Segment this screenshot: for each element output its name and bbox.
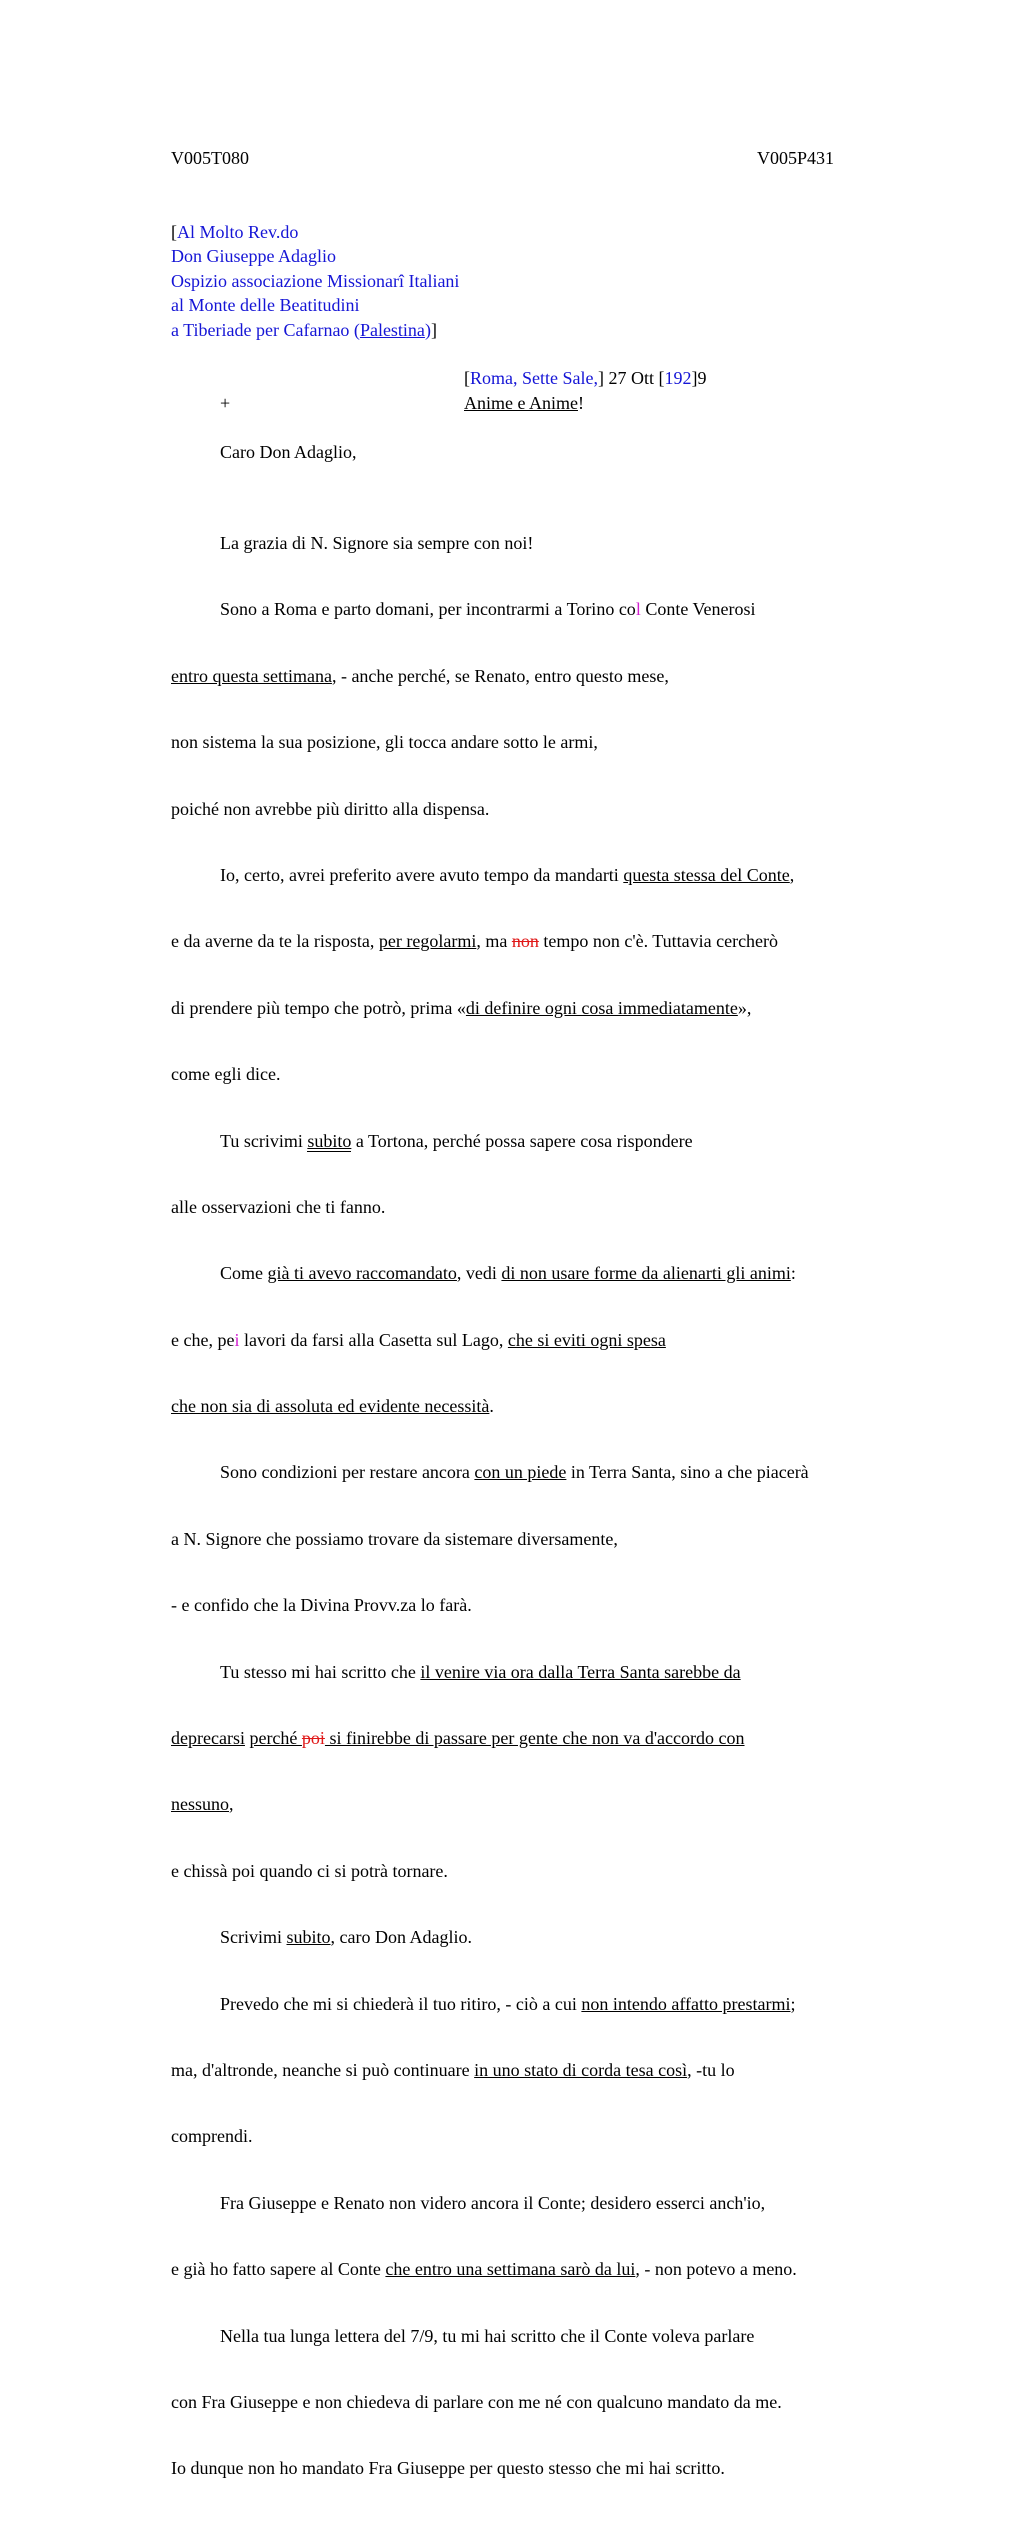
body-line: Scrivimi subito, caro Don Adaglio. <box>220 1927 472 1948</box>
body-line: poiché non avrebbe più diritto alla dispensa. <box>171 798 490 819</box>
body-line: di prendere più tempo che potrò, prima «di definire ogni cosa immediatamente», <box>171 997 752 1018</box>
body-line: La grazia di N. Signore sia sempre con noi! <box>220 533 534 553</box>
body-line: deprecarsi perché poi si finirebbe di passare per gente che non va d'accordo con <box>171 1728 745 1749</box>
body-line: Io dunque non ho mandato Fra Giuseppe per questo stesso che mi hai scritto. <box>171 2458 725 2479</box>
body-line: e già ho fatto sapere al Conte che entro una settimana sarò da lui, - non potevo a meno. <box>171 2259 797 2280</box>
salutation: Caro Don Adaglio, <box>220 442 357 462</box>
address-block: [Al Molto Rev.do Don Giuseppe Adaglio Ospizio associazione Missionarî Italiani al Monte delle Beatitudini a Tiberiade per Cafarnao (Palestina)] <box>171 222 460 340</box>
body-line: come egli dice. <box>171 1064 281 1085</box>
body-line: e chissà poi quando ci si potrà tornare. <box>171 1860 448 1881</box>
body-line: - e confido che la Divina Provv.za lo farà. <box>171 1595 472 1616</box>
body-line: alle osservazioni che ti fanno. <box>171 1196 386 1217</box>
body-line: Tu stesso mi hai scritto che il venire via ora dalla Terra Santa sarebbe da <box>220 1661 741 1682</box>
body-line: nessuno, <box>171 1794 234 1815</box>
body-line: che non sia di assoluta ed evidente necessità. <box>171 1396 494 1417</box>
body-line: non sistema la sua posizione, gli tocca andare sotto le armi, <box>171 732 598 753</box>
cross-symbol: + <box>220 393 231 413</box>
body-line: ma, d'altronde, neanche si può continuare in uno stato di corda tesa così, -tu lo <box>171 2059 735 2080</box>
body-line: Tu scrivimi subito a Tortona, perché possa sapere cosa rispondere <box>220 1130 693 1151</box>
body-line: Sono condizioni per restare ancora con un piede in Terra Santa, sino a che piacerà <box>220 1462 809 1483</box>
motto: Anime e Anime! <box>464 393 584 413</box>
body-line: Prevedo che mi si chiederà il tuo ritiro, - ciò a cui non intendo affatto prestarmi; <box>220 1993 796 2014</box>
body-line: Nella tua lunga lettera del 7/9, tu mi hai scritto che il Conte voleva parlare <box>220 2325 755 2346</box>
dateline: [Roma, Sette Sale,] 27 Ott [192]9 <box>464 368 707 388</box>
body-line: a N. Signore che possiamo trovare da sistemare diversamente, <box>171 1528 618 1549</box>
body-line: comprendi. <box>171 2126 253 2147</box>
body-line: Fra Giuseppe e Renato non videro ancora il Conte; desidero esserci anch'io, <box>220 2192 766 2213</box>
body-line: Come già ti avevo raccomandato, vedi di non usare forme da alienarti gli animi: <box>220 1263 796 1284</box>
body-line: entro questa settimana, - anche perché, se Renato, entro questo mese, <box>171 665 669 686</box>
body-line: Sono a Roma e parto domani, per incontrarmi a Torino col Conte Venerosi <box>220 599 756 620</box>
body-line: con Fra Giuseppe e non chiedeva di parlare con me né con qualcuno mandato da me. <box>171 2391 782 2412</box>
document-code-left: V005T080 <box>171 148 249 168</box>
document-code-right: V005P431 <box>757 148 835 168</box>
body-line: e che, pei lavori da farsi alla Casetta sul Lago, che si eviti ogni spesa <box>171 1329 666 1350</box>
letter-body <box>171 489 931 2523</box>
body-line: e da averne da te la risposta, per regolarmi, ma non tempo non c'è. Tuttavia cercherò <box>171 931 779 952</box>
body-line: Io, certo, avrei preferito avere avuto tempo da mandarti questa stessa del Conte, <box>220 864 795 885</box>
